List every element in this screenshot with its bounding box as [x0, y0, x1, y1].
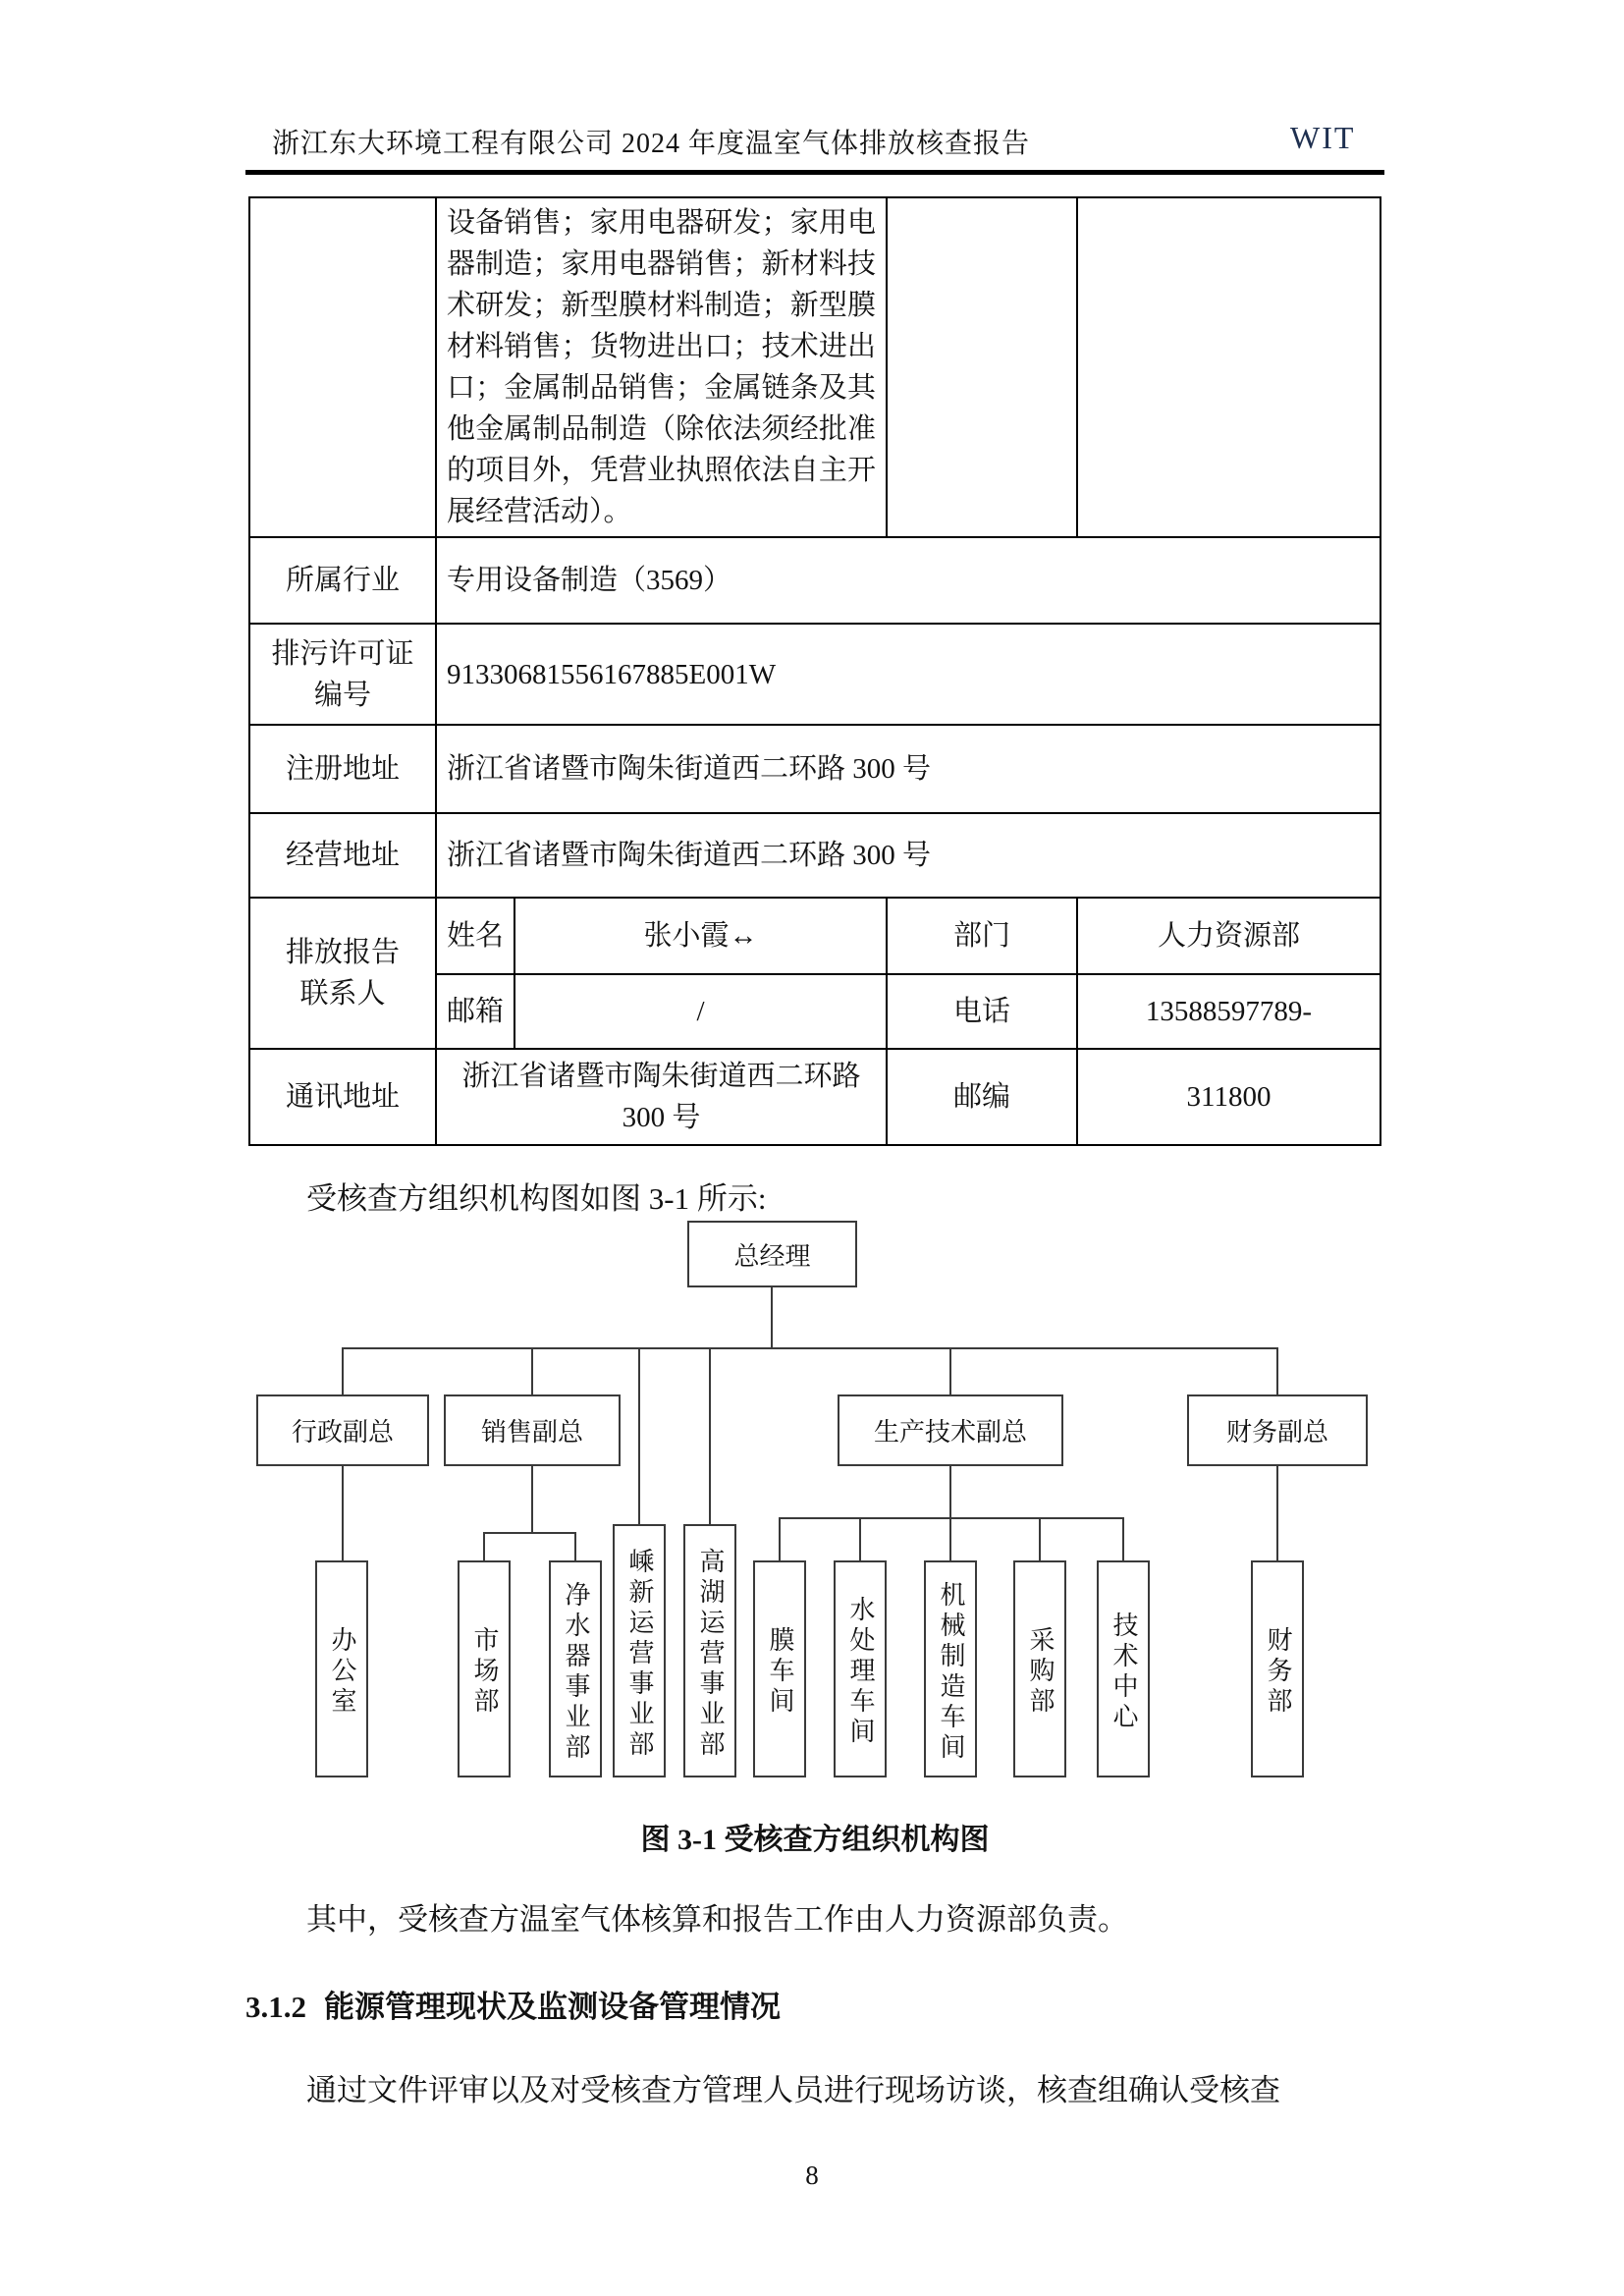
header-title: 浙江东大环境工程有限公司 2024 年度温室气体排放核查报告: [272, 129, 1031, 159]
table-row: [249, 813, 1380, 898]
table-row: [249, 898, 1380, 974]
contact-label: 排放报告 联系人: [249, 898, 436, 1049]
registered-address-value: 浙江省诸暨市陶朱街道西二环路 300 号: [436, 725, 1380, 813]
permit-label: 排污许可证 编号: [249, 624, 436, 725]
org-connector: [531, 1466, 533, 1532]
intro-paragraph: 受核查方组织机构图如图 3-1 所示:: [306, 1181, 767, 1216]
org-connector: [771, 1287, 773, 1349]
org-node-production-tech-vp: 生产技术副总: [838, 1394, 1063, 1466]
org-node-gaohu-division: 高湖运营事业部: [683, 1524, 736, 1777]
table-row: [249, 537, 1380, 624]
header-rule: [245, 170, 1384, 175]
zip-label: 邮编: [887, 1049, 1077, 1145]
section-heading: [245, 1982, 1382, 2026]
contact-phone-value: 13588597789-: [1077, 974, 1380, 1049]
org-connector: [709, 1347, 711, 1524]
mail-address-value: 浙江省诸暨市陶朱街道西二环路 300 号: [436, 1049, 887, 1145]
org-connector: [1039, 1517, 1041, 1560]
table-row: [249, 725, 1380, 813]
org-node-purifier-division: 净水器事业部: [549, 1560, 602, 1777]
contact-name-label: 姓名: [436, 898, 514, 974]
org-node-general-manager: 总经理: [687, 1221, 857, 1287]
industry-label: 所属行业: [249, 537, 436, 624]
registered-address-label: 注册地址: [249, 725, 436, 813]
table-row: [249, 197, 1380, 537]
org-chart: [236, 1215, 1384, 1784]
org-connector: [949, 1347, 951, 1394]
org-connector: [483, 1532, 485, 1560]
contact-email-label: 邮箱: [436, 974, 514, 1049]
table-row: [249, 624, 1380, 725]
section-title: 能源管理现状及监测设备管理情况: [324, 1990, 781, 2024]
business-address-label: 经营地址: [249, 813, 436, 898]
org-node-sales-vp: 销售副总: [444, 1394, 621, 1466]
contact-dept-value: 人力资源部: [1077, 898, 1380, 974]
business-address-value: 浙江省诸暨市陶朱街道西二环路 300 号: [436, 813, 1380, 898]
contact-email-value: /: [514, 974, 887, 1049]
org-connector: [1122, 1517, 1124, 1560]
org-connector: [779, 1517, 1124, 1519]
contact-phone-label: 电话: [887, 974, 1077, 1049]
org-node-finance-vp: 财务副总: [1187, 1394, 1368, 1466]
contact-name-value: 张小霞↔: [514, 898, 887, 974]
org-node-membrane-workshop: 膜车间: [753, 1560, 806, 1777]
org-connector: [859, 1517, 861, 1560]
org-node-office: 办公室: [315, 1560, 368, 1777]
responsibility-paragraph: 其中，受核查方温室气体核算和报告工作由人力资源部负责。: [306, 1902, 1128, 1937]
org-node-tech-center: 技术中心: [1097, 1560, 1150, 1777]
org-connector: [342, 1466, 344, 1560]
mail-address-label: 通讯地址: [249, 1049, 436, 1145]
org-connector: [531, 1347, 533, 1394]
table-row: [249, 1049, 1380, 1145]
header-logo: WIT: [1290, 120, 1356, 155]
empty-cell: [887, 197, 1077, 537]
org-node-purchasing-dept: 采购部: [1013, 1560, 1066, 1777]
org-connector: [483, 1532, 576, 1534]
empty-label-cell: [249, 197, 436, 537]
review-paragraph: 通过文件评审以及对受核查方管理人员进行现场访谈，核查组确认受核查: [306, 2073, 1280, 2107]
contact-dept-label: 部门: [887, 898, 1077, 974]
org-connector: [574, 1532, 576, 1560]
figure-caption: 图 3-1 受核查方组织机构图: [640, 1824, 990, 1856]
org-node-water-treatment-workshop: 水处理车间: [834, 1560, 887, 1777]
business-scope-cell: 设备销售；家用电器研发；家用电器制造；家用电器销售；新材料技术研发；新型膜材料制造；新型膜材料销售；货物进出口；技术进出口；金属制品销售；金属链条及其他金属制品制造（除依法须经批准的项目外，凭营业执照依法自主开展经营活动）。: [436, 197, 887, 537]
org-connector: [638, 1347, 640, 1524]
org-connector: [949, 1466, 951, 1517]
org-connector: [949, 1517, 951, 1560]
org-node-market-dept: 市场部: [458, 1560, 511, 1777]
org-connector: [1276, 1347, 1278, 1394]
company-info-table: [248, 196, 1381, 1146]
org-connector: [342, 1347, 344, 1394]
org-node-finance-dept: 财务部: [1251, 1560, 1304, 1777]
org-node-admin-vp: 行政副总: [256, 1394, 429, 1466]
org-node-shengxin-division: 嵊新运营事业部: [613, 1524, 666, 1777]
org-node-machinery-workshop: 机械制造车间: [924, 1560, 977, 1777]
zip-value: 311800: [1077, 1049, 1380, 1145]
org-connector: [343, 1347, 1278, 1349]
org-connector: [1276, 1466, 1278, 1560]
empty-cell: [1077, 197, 1380, 537]
page-number: 8: [805, 2160, 819, 2190]
org-connector: [779, 1517, 781, 1560]
industry-value: 专用设备制造（3569）: [436, 537, 1380, 624]
section-number: 3.1.2: [245, 1990, 306, 2024]
permit-value: 91330681556167885E001W: [436, 624, 1380, 725]
